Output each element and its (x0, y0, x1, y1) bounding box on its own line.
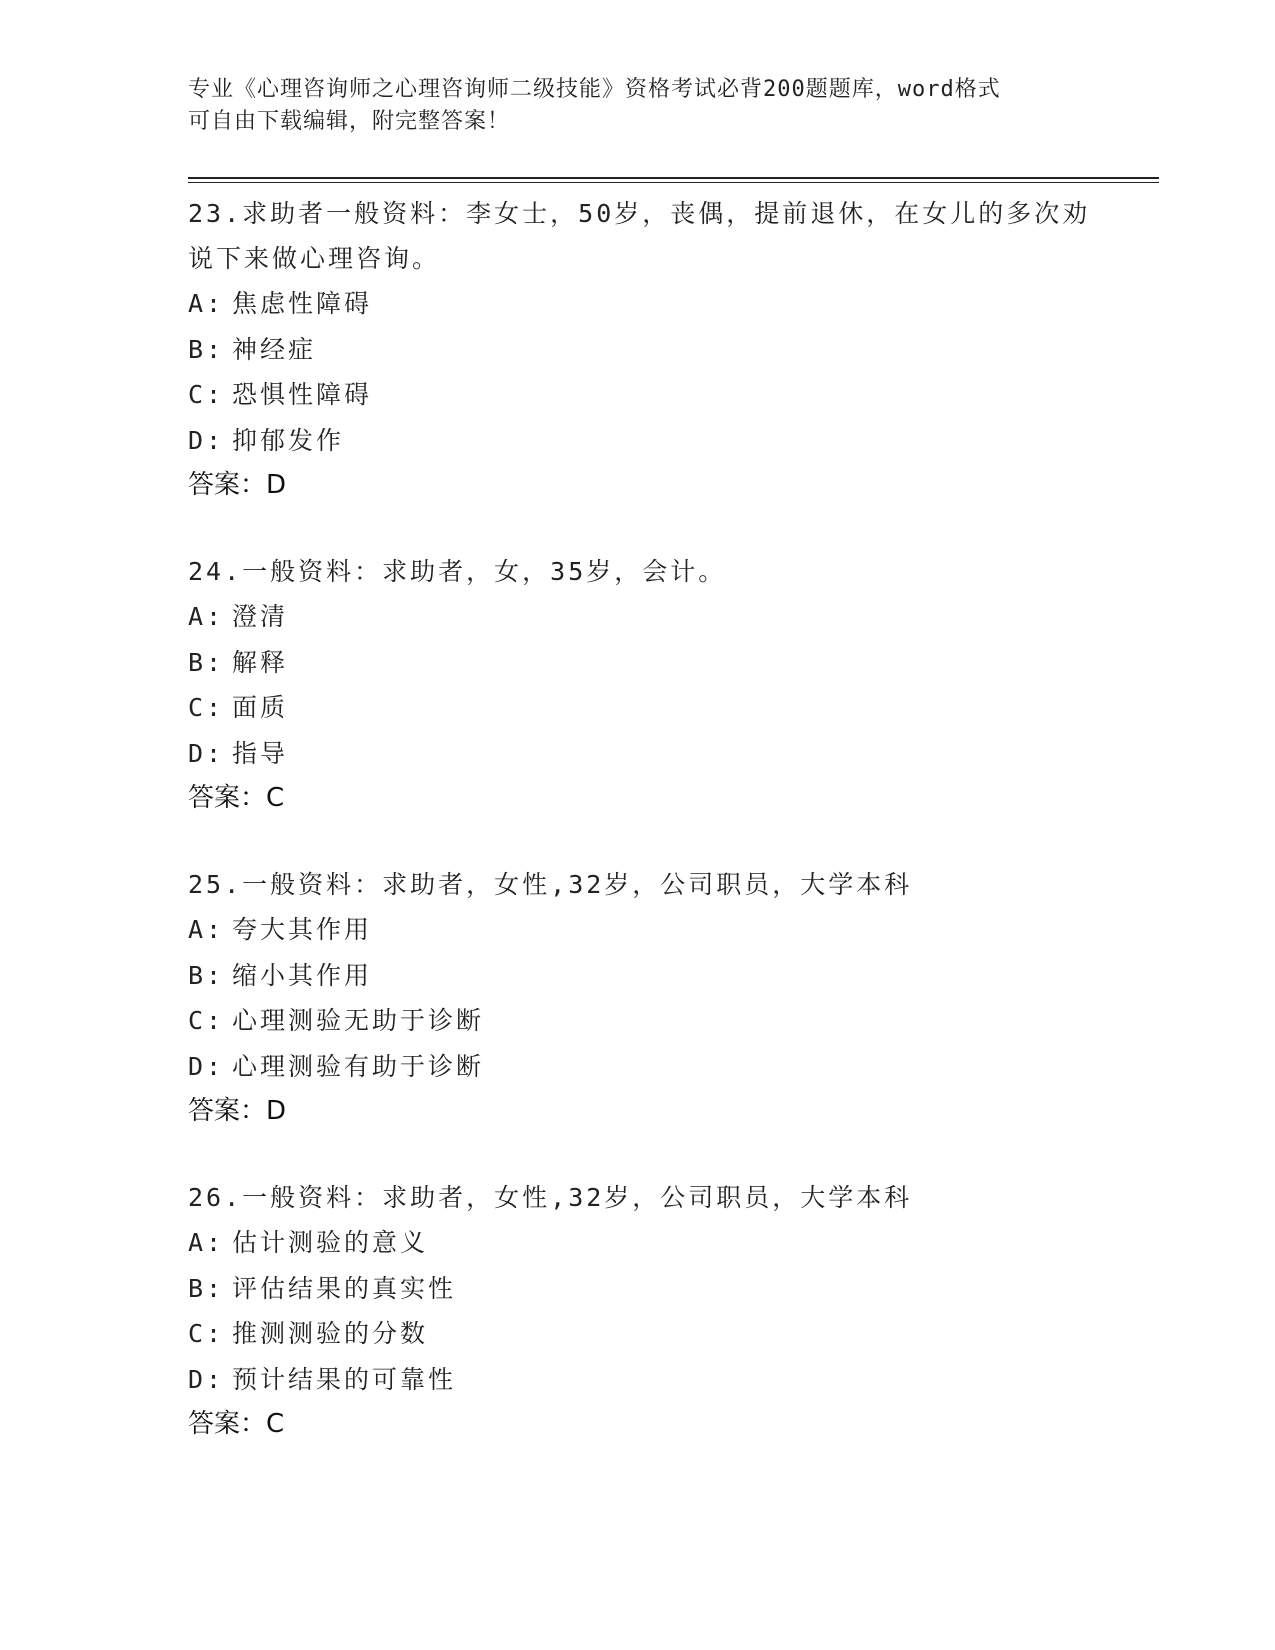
option-label: C: (188, 1319, 225, 1348)
option-d (188, 418, 1108, 464)
option-text: 评估结果的真实性 (232, 1273, 457, 1303)
option-label: C: (188, 693, 225, 722)
question-stem: 26.一般资料：求助者，女性,32岁，公司职员，大学本科 (188, 1183, 913, 1212)
option-text: 指导 (232, 738, 289, 768)
option-text: 解释 (232, 647, 289, 677)
question-stem: 25.一般资料：求助者，女性,32岁，公司职员，大学本科 (188, 870, 913, 899)
question-26 (188, 1175, 1108, 1447)
option-label: D: (188, 1364, 225, 1394)
answer-line: 答案：C (188, 1409, 285, 1439)
option-label: B: (188, 960, 225, 990)
option-text: 焦虑性障碍 (232, 289, 373, 318)
header-divider-thick (188, 177, 1159, 179)
option-b (188, 327, 1108, 373)
option-label: A: (188, 602, 225, 631)
answer-line: 答案：D (188, 1096, 287, 1126)
option-text: 心理测验无助于诊断 (232, 1006, 485, 1035)
option-a (188, 281, 1108, 327)
answer-line: 答案：D (188, 470, 287, 500)
option-label: B: (188, 334, 225, 364)
option-c (188, 998, 1108, 1044)
option-c (188, 685, 1108, 731)
option-a (188, 907, 1108, 953)
option-c (188, 372, 1108, 418)
header-divider-thin (188, 182, 1159, 183)
option-text: 夸大其作用 (232, 915, 373, 944)
question-list (188, 191, 1108, 1488)
question-stem: 23.求助者一般资料：李女士，50岁，丧偶，提前退休，在女儿的多次劝说下来做心理咨询。 (188, 199, 1091, 273)
document-header (188, 74, 1088, 138)
header-line-2: 可自由下载编辑，附完整答案！ (188, 109, 511, 134)
question-stem: 24.一般资料：求助者，女，35岁，会计。 (188, 557, 727, 586)
option-b (188, 640, 1108, 686)
option-text: 推测测验的分数 (232, 1319, 429, 1348)
option-label: B: (188, 1273, 225, 1303)
option-text: 缩小其作用 (232, 960, 373, 990)
question-23 (188, 191, 1108, 508)
question-24 (188, 549, 1108, 821)
option-d (188, 1044, 1108, 1090)
option-c (188, 1311, 1108, 1357)
option-a (188, 594, 1108, 640)
option-text: 神经症 (232, 334, 317, 364)
question-25 (188, 862, 1108, 1134)
header-line-1: 专业《心理咨询师之心理咨询师二级技能》资格考试必背200题题库，word格式 (188, 77, 1001, 102)
option-text: 面质 (232, 693, 289, 722)
option-text: 澄清 (232, 602, 289, 631)
option-label: A: (188, 915, 225, 944)
option-label: A: (188, 1228, 225, 1257)
option-d (188, 731, 1108, 777)
option-text: 恐惧性障碍 (232, 380, 373, 409)
option-a (188, 1220, 1108, 1266)
option-text: 估计测验的意义 (232, 1228, 429, 1257)
option-label: A: (188, 289, 225, 318)
answer-line: 答案：C (188, 783, 285, 813)
option-label: D: (188, 738, 225, 768)
option-d (188, 1357, 1108, 1403)
option-text: 抑郁发作 (232, 425, 345, 455)
option-label: B: (188, 647, 225, 677)
option-label: D: (188, 1051, 225, 1081)
option-label: C: (188, 1006, 225, 1035)
option-text: 预计结果的可靠性 (232, 1364, 457, 1394)
option-label: D: (188, 425, 225, 455)
option-label: C: (188, 380, 225, 409)
option-b (188, 1266, 1108, 1312)
option-b (188, 953, 1108, 999)
option-text: 心理测验有助于诊断 (232, 1051, 485, 1081)
